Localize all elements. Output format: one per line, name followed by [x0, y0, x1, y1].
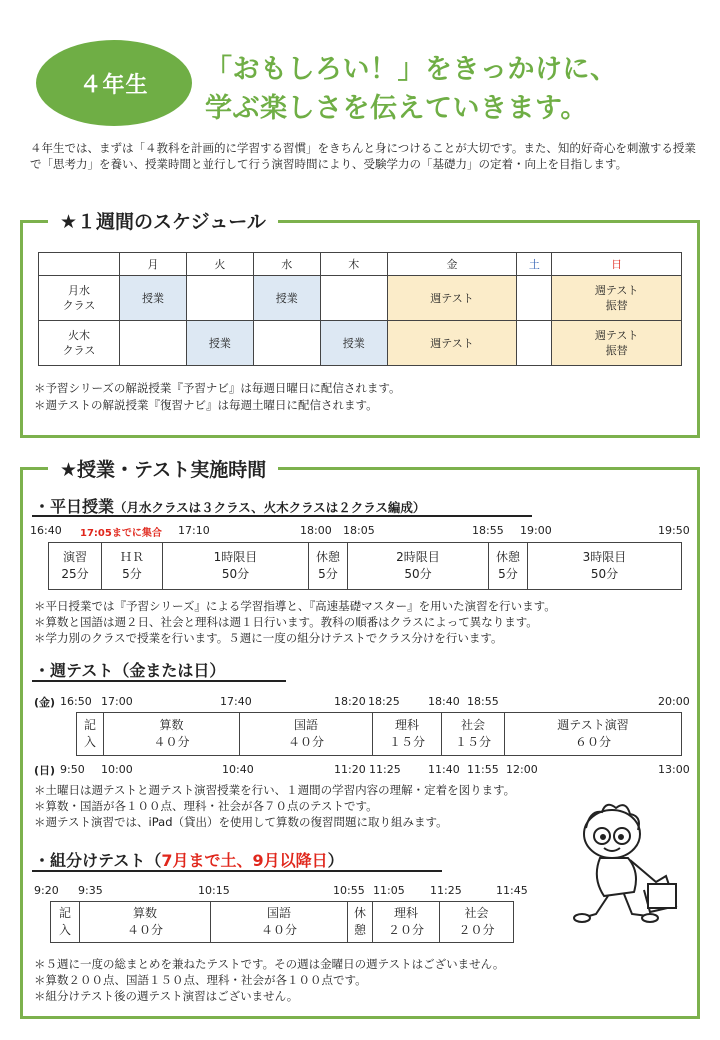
time-label: 11:25	[430, 884, 462, 897]
schedule-title: ★１週間のスケジュール	[48, 207, 278, 234]
headline-line-1: 「おもしろい！」をきっかけに、	[205, 54, 618, 85]
time-label: 10:00	[101, 763, 133, 776]
time-label: 18:20	[334, 695, 366, 708]
timetable-cell: 記 入	[77, 713, 104, 756]
time-label: 17:40	[220, 695, 252, 708]
day-header-saturday: 土	[517, 253, 552, 276]
time-label: 12:00	[506, 763, 538, 776]
schedule-note: ＊週テストの解説授業『復習ナビ』は毎週土曜日に配信されます。	[34, 398, 378, 412]
time-label: 18:25	[368, 695, 400, 708]
time-label: 17:00	[101, 695, 133, 708]
time-label: 16:40	[30, 524, 62, 537]
time-label: 18:05	[343, 524, 375, 537]
timetable-cell: ＨＲ 5分	[102, 543, 163, 590]
weekly-test-note: ＊週テスト演習では、iPad（貸出）を使用して算数の復習問題に取り組みます。	[34, 815, 448, 829]
weekly-test-heading: ・週テスト（金または日）	[34, 661, 226, 680]
day-header: 木	[320, 253, 387, 276]
time-label: 9:35	[78, 884, 103, 897]
time-label: 11:05	[373, 884, 405, 897]
timetable-cell: 理科 ２０分	[373, 902, 440, 943]
day-header: 金	[387, 253, 517, 276]
time-label: 18:40	[428, 695, 460, 708]
day-header-sunday: 日	[552, 253, 682, 276]
kumiwake-heading-schedule: 7月まで土、9月以降日	[161, 851, 328, 870]
weekday-underline	[32, 515, 532, 517]
timetable-cell: 算数 ４０分	[80, 902, 211, 943]
time-label: 10:40	[222, 763, 254, 776]
schedule-cell	[186, 276, 253, 321]
schedule-cell: 週テスト 振替	[552, 321, 682, 366]
time-label: 9:20	[34, 884, 59, 897]
intro-paragraph: ４年生では、まずは「４教科を計画的に学習する習慣」をきちんと身につけることが大切です。また、知的好奇心を刺激する授業で「思考力」を養い、授業時間と並行して行う演習時間により、受験学力の「基礎力」の定着・向上を目指します。	[30, 141, 696, 171]
weekday-subheading: （月水クラスは３クラス、火木クラスは２クラス編成）	[114, 500, 426, 515]
weekly-test-timetable	[76, 712, 682, 756]
schedule-cell: 授業	[186, 321, 253, 366]
timetable-cell: 国語 ４０分	[211, 902, 348, 943]
day-header: 月	[120, 253, 187, 276]
time-label: 11:55	[467, 763, 499, 776]
time-label: 16:50	[60, 695, 92, 708]
time-label: 11:45	[496, 884, 528, 897]
kumiwake-heading: ・組分けテスト（7月まで土、9月以降日）	[34, 851, 344, 870]
day-header: 火	[186, 253, 253, 276]
weekly-test-note: ＊土曜日は週テストと週テスト演習授業を行い、１週間の学習内容の理解・定着を図ります。	[34, 783, 516, 797]
time-label: 10:55	[333, 884, 365, 897]
time-label: 18:55	[472, 524, 504, 537]
time-label: 11:20	[334, 763, 366, 776]
gather-time-label: 17:05までに集合	[80, 528, 162, 539]
kumiwake-timetable	[50, 901, 514, 943]
weekday-note: ＊平日授業では『予習シリーズ』による学習指導と、『高速基礎マスター』を用いた演習を行います。	[34, 599, 556, 613]
timetable-cell: 社会 ２０分	[440, 902, 514, 943]
schedule-cell: 週テスト	[387, 321, 517, 366]
timetable-cell: 理科 １５分	[373, 713, 442, 756]
grade-badge: ４年生	[36, 40, 192, 126]
timetable-cell: 3時限目 50分	[528, 543, 682, 590]
time-label: 19:00	[520, 524, 552, 537]
schedule-cell	[320, 276, 387, 321]
weekly-test-underline	[32, 680, 286, 682]
kumiwake-note: ＊組分けテスト後の週テスト演習はございません。	[34, 989, 299, 1003]
timetable-cell: 国語 ４０分	[240, 713, 373, 756]
timetable-cell: 週テスト演習 ６０分	[505, 713, 682, 756]
sunday-label: (日)	[34, 764, 56, 777]
friday-label: (金)	[34, 696, 56, 709]
kumiwake-note: ＊５週に一度の総まとめを兼ねたテストです。その週は金曜日の週テストはございません。	[34, 957, 505, 971]
time-label: 11:25	[369, 763, 401, 776]
weekly-test-note: ＊算数・国語が各１００点、理科・社会が各７０点のテストです。	[34, 799, 378, 813]
weekday-timetable	[48, 542, 682, 590]
time-label: 13:00	[658, 763, 690, 776]
time-label: 18:55	[467, 695, 499, 708]
weekday-heading: ・平日授業（月水クラスは３クラス、火木クラスは２クラス編成）	[34, 497, 426, 516]
schedule-cell	[517, 321, 552, 366]
schedule-cell	[253, 321, 320, 366]
timetable-cell: 算数 ４０分	[104, 713, 240, 756]
schedule-note: ＊予習シリーズの解説授業『予習ナビ』は毎週日曜日に配信されます。	[34, 381, 401, 395]
timetable-cell: 記 入	[51, 902, 80, 943]
schedule-cell: 授業	[320, 321, 387, 366]
kumiwake-underline	[32, 870, 442, 872]
schedule-cell: 授業	[120, 276, 187, 321]
time-label: 20:00	[658, 695, 690, 708]
schedule-cell: 週テスト	[387, 276, 517, 321]
kumiwake-note: ＊算数２００点、国語１５０点、理科・社会が各１００点です。	[34, 973, 367, 987]
headline-line-2: 学ぶ楽しさを伝えていきます。	[205, 93, 588, 124]
timetable-cell: 1時限目 50分	[163, 543, 309, 590]
time-label: 17:10	[178, 524, 210, 537]
time-label: 9:50	[60, 763, 85, 776]
timetable-cell: 演習 25分	[49, 543, 102, 590]
weekly-schedule-table	[38, 252, 682, 366]
schedule-cell	[517, 276, 552, 321]
timetable-cell: 休憩 5分	[489, 543, 528, 590]
class-label: 月水 クラス	[39, 276, 120, 321]
schedule-cell	[120, 321, 187, 366]
time-label: 18:00	[300, 524, 332, 537]
timetable-cell: 社会 １５分	[442, 713, 505, 756]
times-title: ★授業・テスト実施時間	[48, 455, 278, 482]
timetable-cell: 2時限目 50分	[348, 543, 489, 590]
timetable-cell: 休 憩	[348, 902, 373, 943]
time-label: 19:50	[658, 524, 690, 537]
time-label: 11:40	[428, 763, 460, 776]
schedule-cell: 授業	[253, 276, 320, 321]
time-label: 10:15	[198, 884, 230, 897]
schedule-cell: 週テスト 振替	[552, 276, 682, 321]
mascot-illustration	[560, 800, 690, 930]
weekday-note: ＊学力別のクラスで授業を行います。５週に一度の組分けテストでクラス分けを行います。	[34, 631, 503, 645]
timetable-cell: 休憩 5分	[309, 543, 348, 590]
class-label: 火木 クラス	[39, 321, 120, 366]
day-header: 水	[253, 253, 320, 276]
weekday-note: ＊算数と国語は週２日、社会と理科は週１日行います。教科の順番はクラスによって異なります。	[34, 615, 538, 629]
